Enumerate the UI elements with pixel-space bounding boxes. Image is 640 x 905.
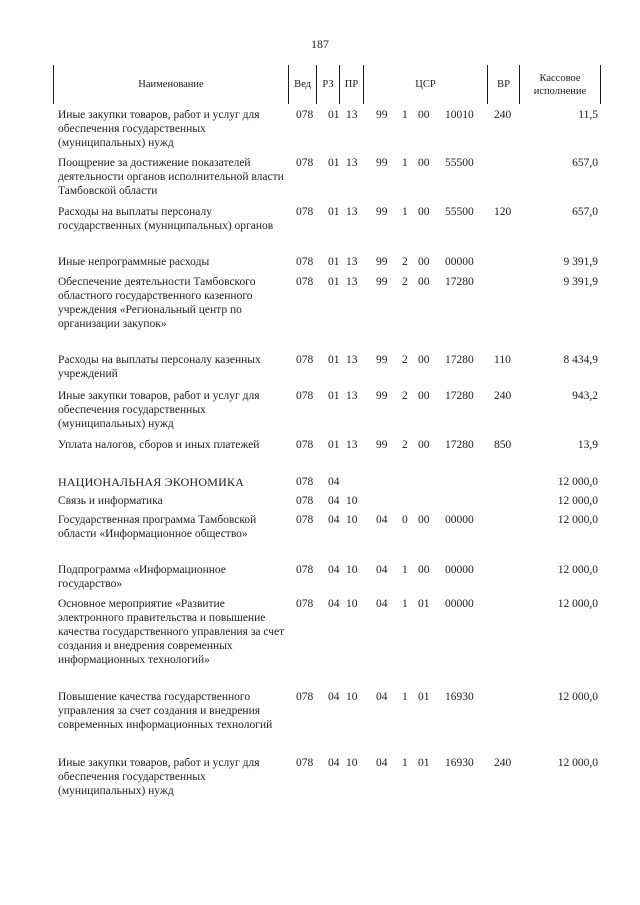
row-ved: 078 (296, 109, 314, 121)
row-csr-subprogram: 2 (402, 256, 408, 268)
row-name: Иные непрограммные расходы (58, 256, 210, 268)
header-rz: РЗ (316, 65, 339, 104)
table-row (0, 756, 640, 806)
row-csr-event: 00 (418, 256, 430, 268)
row-rz: 01 (328, 109, 340, 121)
row-csr-program: 04 (376, 757, 388, 769)
page-number: 187 (311, 37, 329, 51)
row-csr-subprogram: 0 (402, 514, 408, 526)
row-rz: 01 (328, 276, 340, 288)
row-csr-subprogram: 1 (402, 757, 408, 769)
table-row (0, 205, 640, 255)
row-name: Государственная программа Тамбовской области «Информационное общество» (58, 514, 257, 540)
row-ved: 078 (296, 598, 314, 610)
table-row (0, 255, 640, 275)
row-csr-program: 04 (376, 514, 388, 526)
row-csr-subprogram: 1 (402, 598, 408, 610)
row-name: Основное мероприятие «Развитие электронного правительства и повышение качества государственного управления за счет создания и внедрения современных информационных технологий» (58, 598, 285, 666)
row-pr: 13 (346, 354, 358, 366)
row-csr-subprogram: 1 (402, 564, 408, 576)
row-csr-subprogram: 2 (402, 439, 408, 451)
row-csr-subprogram: 1 (402, 109, 408, 121)
table-row (0, 475, 640, 494)
row-ved: 078 (296, 476, 314, 488)
header-cash: Кассовое исполнение (519, 65, 601, 104)
row-rz: 04 (328, 495, 340, 507)
row-rz: 01 (328, 157, 340, 169)
table-row (0, 494, 640, 513)
row-rz: 01 (328, 439, 340, 451)
row-name: Уплата налогов, сборов и иных платежей (58, 439, 260, 451)
table-row (0, 389, 640, 438)
row-ved: 078 (296, 495, 314, 507)
row-pr: 10 (346, 495, 358, 507)
row-cash: 9 391,9 (563, 276, 598, 288)
row-pr: 13 (346, 276, 358, 288)
row-csr-event: 00 (418, 514, 430, 526)
row-csr-subprogram: 1 (402, 206, 408, 218)
row-vr: 240 (494, 390, 512, 402)
row-csr-program: 99 (376, 206, 388, 218)
row-csr-program: 99 (376, 439, 388, 451)
row-csr-event: 00 (418, 439, 430, 451)
header-csr: ЦСР (363, 65, 487, 104)
row-csr-subprogram: 1 (402, 691, 408, 703)
row-vr: 120 (494, 206, 512, 218)
row-name: НАЦИОНАЛЬНАЯ ЭКОНОМИКА (58, 475, 245, 489)
row-pr: 10 (346, 598, 358, 610)
row-cash: 12 000,0 (557, 514, 598, 526)
row-ved: 078 (296, 206, 314, 218)
row-csr-subprogram: 2 (402, 390, 408, 402)
table-row (0, 108, 640, 156)
row-cash: 12 000,0 (557, 495, 598, 507)
row-csr-program: 99 (376, 157, 388, 169)
row-cash: 943,2 (572, 390, 598, 402)
row-cash: 12 000,0 (557, 598, 598, 610)
row-csr-program: 99 (376, 354, 388, 366)
row-pr: 13 (346, 206, 358, 218)
row-rz: 01 (328, 206, 340, 218)
row-rz: 04 (328, 564, 340, 576)
row-ved: 078 (296, 691, 314, 703)
row-cash: 12 000,0 (557, 476, 598, 488)
row-name: Поощрение за достижение показателей деятельности органов исполнительной власти Тамбовской области (58, 157, 284, 197)
row-pr: 10 (346, 564, 358, 576)
row-csr-direction: 55500 (445, 206, 474, 218)
row-csr-direction: 00000 (445, 514, 474, 526)
row-cash: 12 000,0 (557, 564, 598, 576)
row-vr: 240 (494, 757, 512, 769)
row-csr-event: 00 (418, 157, 430, 169)
row-name: Подпрограмма «Информационное государство» (58, 564, 226, 590)
row-ved: 078 (296, 157, 314, 169)
row-ved: 078 (296, 390, 314, 402)
row-csr-direction: 10010 (445, 109, 474, 121)
row-vr: 850 (494, 439, 512, 451)
table-row (0, 690, 640, 756)
row-pr: 13 (346, 109, 358, 121)
header-pr: ПР (339, 65, 363, 104)
row-vr: 240 (494, 109, 512, 121)
row-csr-subprogram: 2 (402, 276, 408, 288)
row-csr-event: 00 (418, 276, 430, 288)
row-pr: 13 (346, 256, 358, 268)
row-csr-program: 99 (376, 390, 388, 402)
row-csr-direction: 00000 (445, 598, 474, 610)
row-csr-direction: 17280 (445, 439, 474, 451)
row-csr-program: 04 (376, 564, 388, 576)
row-rz: 01 (328, 354, 340, 366)
row-name: Повышение качества государственного управления за счет создания и внедрения современных информационных технологий (58, 691, 273, 731)
table-row (0, 156, 640, 205)
row-csr-direction: 00000 (445, 256, 474, 268)
row-csr-program: 99 (376, 276, 388, 288)
header-vr: ВР (487, 65, 519, 104)
row-pr: 13 (346, 439, 358, 451)
row-csr-event: 00 (418, 206, 430, 218)
row-cash: 657,0 (572, 206, 598, 218)
header-ved: Вед (288, 65, 316, 104)
row-csr-direction: 00000 (445, 564, 474, 576)
row-vr: 110 (494, 354, 511, 366)
row-csr-program: 99 (376, 256, 388, 268)
row-rz: 04 (328, 476, 340, 488)
row-name: Иные закупки товаров, работ и услуг для обеспечения государственных (муниципальных) нужд (58, 757, 260, 797)
table-row (0, 597, 640, 690)
row-ved: 078 (296, 276, 314, 288)
row-rz: 04 (328, 757, 340, 769)
row-cash: 13,9 (577, 439, 598, 451)
row-ved: 078 (296, 256, 314, 268)
table-row (0, 563, 640, 597)
row-name: Обеспечение деятельности Тамбовского областного государственного казенного учреждения «Региональный центр по организации закупок» (58, 276, 256, 330)
row-csr-direction: 16930 (445, 691, 474, 703)
row-pr: 13 (346, 157, 358, 169)
row-csr-event: 00 (418, 109, 430, 121)
table-row (0, 353, 640, 389)
header-name: Наименование (53, 65, 288, 104)
row-csr-program: 04 (376, 598, 388, 610)
row-csr-direction: 17280 (445, 276, 474, 288)
row-ved: 078 (296, 757, 314, 769)
row-csr-direction: 17280 (445, 390, 474, 402)
table-row (0, 513, 640, 563)
row-csr-subprogram: 2 (402, 354, 408, 366)
row-name: Иные закупки товаров, работ и услуг для обеспечения государственных (муниципальных) нужд (58, 390, 260, 430)
table-body (0, 108, 640, 806)
row-csr-subprogram: 1 (402, 157, 408, 169)
row-rz: 04 (328, 691, 340, 703)
row-csr-direction: 55500 (445, 157, 474, 169)
row-pr: 10 (346, 691, 358, 703)
row-cash: 657,0 (572, 157, 598, 169)
row-cash: 11,5 (578, 109, 598, 121)
row-cash: 8 434,9 (563, 354, 598, 366)
row-pr: 13 (346, 390, 358, 402)
row-csr-event: 01 (418, 757, 430, 769)
row-ved: 078 (296, 439, 314, 451)
row-ved: 078 (296, 514, 314, 526)
row-ved: 078 (296, 354, 314, 366)
row-csr-event: 01 (418, 691, 430, 703)
row-csr-direction: 17280 (445, 354, 474, 366)
row-csr-event: 00 (418, 354, 430, 366)
row-rz: 01 (328, 390, 340, 402)
row-cash: 12 000,0 (557, 691, 598, 703)
row-pr: 10 (346, 757, 358, 769)
table-row (0, 275, 640, 353)
row-name: Связь и информатика (58, 495, 163, 507)
row-csr-event: 00 (418, 390, 430, 402)
row-csr-program: 04 (376, 691, 388, 703)
row-name: Расходы на выплаты персоналу государственных (муниципальных) органов (58, 206, 274, 232)
row-ved: 078 (296, 564, 314, 576)
row-csr-direction: 16930 (445, 757, 474, 769)
row-cash: 9 391,9 (563, 256, 598, 268)
row-csr-program: 99 (376, 109, 388, 121)
row-name: Иные закупки товаров, работ и услуг для обеспечения государственных (муниципальных) нужд (58, 109, 260, 149)
row-pr: 10 (346, 514, 358, 526)
row-cash: 12 000,0 (557, 757, 598, 769)
row-rz: 01 (328, 256, 340, 268)
row-csr-event: 01 (418, 598, 430, 610)
row-csr-event: 00 (418, 564, 430, 576)
row-rz: 04 (328, 514, 340, 526)
table-row (0, 438, 640, 475)
row-name: Расходы на выплаты персоналу казенных учреждений (58, 354, 261, 380)
row-rz: 04 (328, 598, 340, 610)
